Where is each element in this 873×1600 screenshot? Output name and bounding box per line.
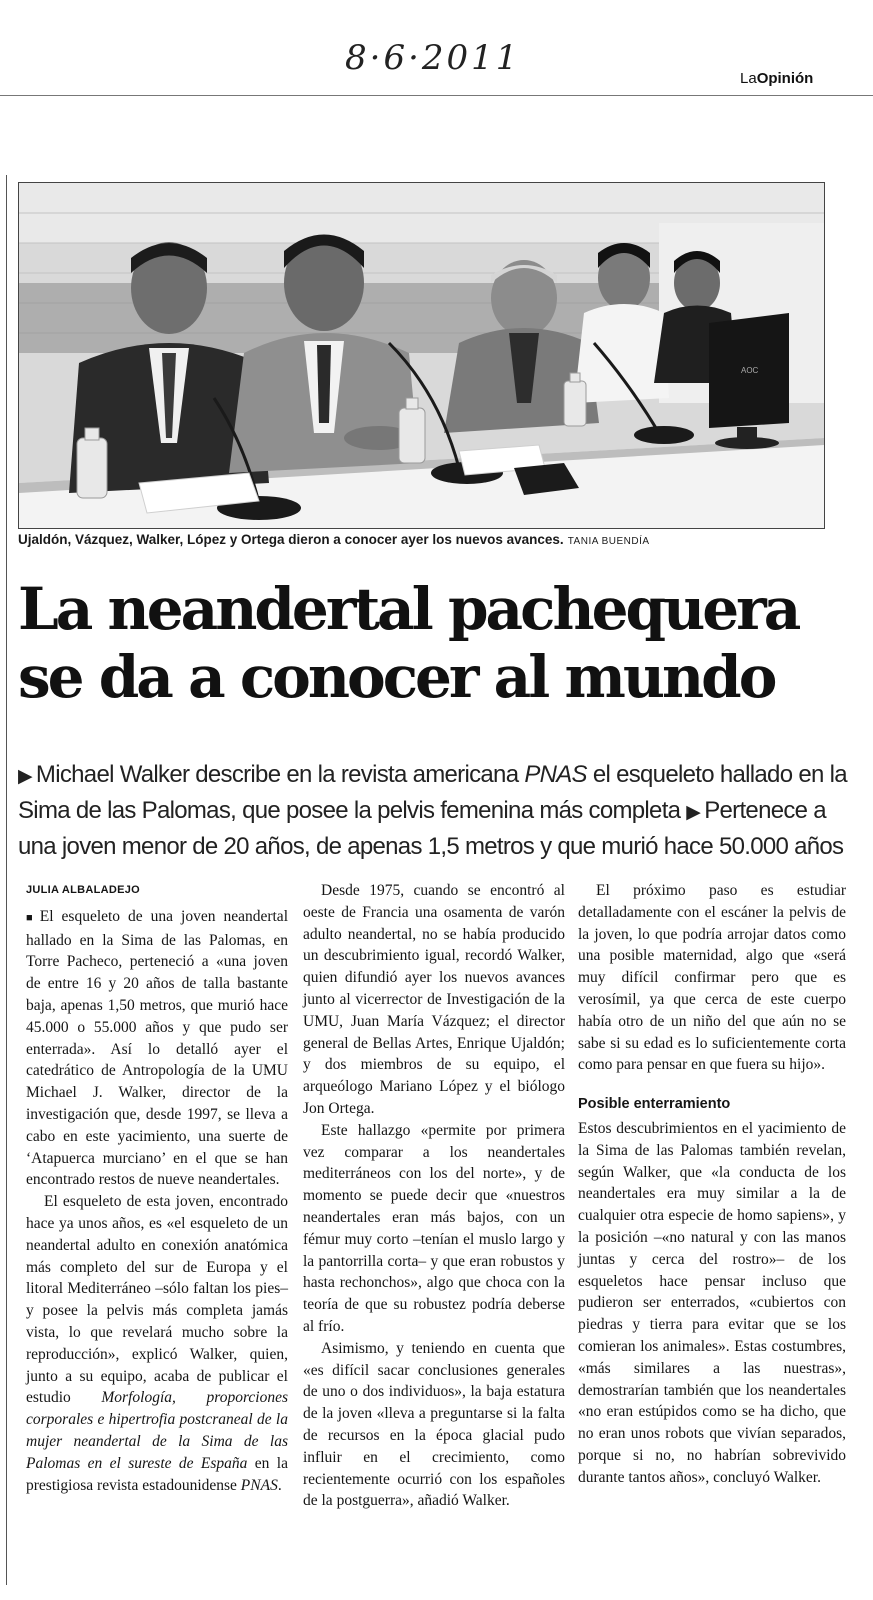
subhead-journal-name: PNAS: [524, 761, 587, 788]
article-column-1: [26, 880, 288, 1496]
headline-line-1: La neandertal pachequera: [18, 575, 799, 643]
header-rule: [0, 95, 873, 96]
col3-paragraph-2: Estos descubrimientos en el yacimiento de la Sima de las Palomas también revelan, según Walker, que «la conducta de los neandertales era muy similar a la de cualquier otra especie de homo sapiens», y la posición –«no natural y con las manos juntas y cerca del rostro»– de los esqueletos hace pensar incluso que pudieron ser enterrados, «cubiertos con piedras y tierra para evitar que se los comieran los animales». Estas costumbres, «más similares a las nuestras», demostrarían también que los neandertales «no eran estúpidos como se ha dicho, que no eran unos robots que vivían separados, porque si no, no habrían sobrevivido durante tantos años», concluyó Walker.: [578, 1119, 846, 1486]
col1-p2-text-b: en la prestigiosa revista estadounidense: [26, 1454, 288, 1494]
subhead-bullet-1b: el esqueleto hallado en la Sima de las Palomas, que posee la pelvis femenina más completa: [18, 761, 847, 824]
square-bullet-icon: ■: [26, 911, 37, 924]
col1-paragraph-1-text: El esqueleto de una joven neandertal hallado en la Sima de las Palomas, en Torre Pacheco, perteneció a «una joven de entre 16 y 20 años de talla bastante baja, apenas 1,50 metros, que murió hace 45.000 o 55.000 años y que pudo ser enterrada». Así lo detalló ayer el catedrático de Antropología de la UMU Michael J. Walker, director de la investigación que, desde 1997, se lleva a cabo en este yacimiento, una suerte de ‘Atapuerca murciano’ en el que se han encontrado restos de nueve neandertales.: [26, 907, 288, 1189]
col3-paragraph-1: El próximo paso es estudiar detalladamente con el escáner la pelvis de la joven, lo que podría arrojar datos como una posible maternidad, algo que «será muy difícil confirmar pero que es verosímil, ya que cerca de este cuerpo había otro de un niño del que aún no se sabe si su edad es lo suficientemente corta como para pensar en que fuera su hijo».: [578, 882, 846, 1074]
clipping-edge: [6, 175, 7, 1585]
masthead-name: Opinión: [756, 70, 814, 87]
masthead-prefix: La: [740, 70, 757, 87]
study-title: Morfología, proporciones corporales e hipertrofia postcraneal de la mujer neandertal de la Sima de las Palomas en el sureste de España: [26, 1389, 288, 1472]
publication-masthead: [740, 70, 813, 87]
article-column-2: [303, 880, 565, 1512]
article-column-3: [578, 880, 846, 1489]
col1-p2-end: .: [277, 1476, 282, 1494]
handwritten-date: 8·6·2011: [345, 38, 521, 78]
article-subhead: [18, 758, 858, 864]
headline-line-2: se da a conocer al mundo: [18, 643, 775, 711]
subhead-bullet-1a: Michael Walker describe en la revista americana: [35, 761, 525, 788]
subhead-bullet-2: Pertenece a una joven menor de 20 años, de apenas 1,5 metros y que murió hace 50.000 años: [18, 797, 844, 860]
byline: JULIA ALBALADEJO: [26, 884, 140, 896]
col2-paragraph-1: Desde 1975, cuando se encontró al oeste de Francia una osamenta de varón adulto neandertal, no se había producido un descubrimiento igual, recordó Walker, quien difundió ayer los nuevos avances junto al vicerrector de Investigación de la UMU, Juan María Vázquez; el director general de Bellas Artes, Enrique Ujaldón; y dos miembros de su equipo, el arqueólogo Mariano López y el biólogo Jon Ortega.: [303, 882, 565, 1117]
triangle-bullet-icon: ▶: [18, 766, 32, 787]
col1-paragraph-2: [26, 1191, 288, 1496]
caption-text: Ujaldón, Vázquez, Walker, López y Ortega dieron a conocer ayer los nuevos avances.: [18, 532, 564, 547]
photo-caption: [18, 532, 838, 547]
col1-p2-text-a: El esqueleto de esta joven, encontrado hace ya unos años, es «el esqueleto de un neandertal adulto en conexión anatómica más completo del sur de Europa y el litoral Mediterráneo –sólo faltan los pies– y posee la pelvis más completa jamás vista, lo que revelará mucho sobre la reproducción», explicó Walker, quien, junto a su equipo, acaba de publicar el estudio: [26, 1193, 288, 1407]
col2-paragraph-2: Este hallazgo «permite por primera vez comparar a los neandertales mediterráneos con los del norte», y de momento se puede decir que «nuestros neandertales eran más bajos, con un fémur muy corto –tenían el muslo largo y la pantorrilla corta– y que eran robustos y hasta rechonchos», algo que choca con la teoría de que su robustez podría deberse al frío.: [303, 1121, 565, 1335]
photo-credit: TANIA BUENDÍA: [567, 536, 650, 547]
triangle-bullet-icon: ▶: [686, 802, 701, 823]
col2-paragraph-3: Asimismo, y teniendo en cuenta que «es difícil sacar conclusiones generales de uno o dos individuos», la baja estatura de la joven «lleva a preguntarse si la falta de recursos en la época glacial pudo influir en el crecimiento, como recientemente ocurrió con los españoles de la postguerra», añadió Walker.: [303, 1339, 565, 1510]
col1-paragraph-1: [26, 906, 288, 1191]
article-headline: [18, 575, 858, 711]
press-conference-photo: [18, 182, 825, 529]
section-heading: Posible enterramiento: [578, 1096, 731, 1113]
journal-name: PNAS: [240, 1476, 278, 1494]
monitor-brand-label: AOC: [741, 366, 759, 375]
